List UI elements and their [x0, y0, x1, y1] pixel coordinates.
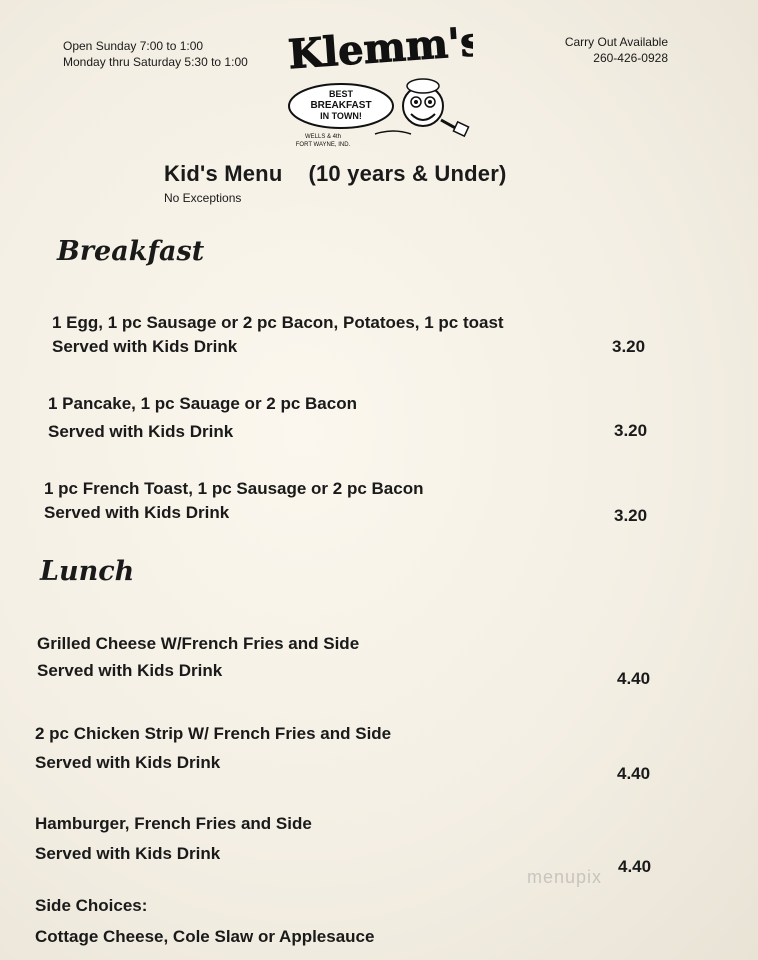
lunch-item-description: Hamburger, French Fries and Side [35, 814, 312, 833]
lunch-item-price: 4.40 [618, 857, 652, 876]
lunch-item-drink: Served with Kids Drink [35, 753, 221, 772]
lunch-heading: Lunch [40, 556, 135, 587]
menu-note: No Exceptions [164, 191, 242, 205]
lunch-item-description: 2 pc Chicken Strip W/ French Fries and Side [35, 724, 392, 743]
menu-age-limit: (10 years & Under) [308, 161, 507, 186]
breakfast-item-description: 1 pc French Toast, 1 pc Sausage or 2 pc Bacon [44, 479, 424, 498]
breakfast-item-description: 1 Pancake, 1 pc Sauage or 2 pc Bacon [48, 394, 357, 413]
breakfast-heading: Breakfast [57, 236, 205, 267]
breakfast-item-drink: Served with Kids Drink [44, 503, 230, 522]
chef-face-icon [403, 79, 469, 136]
logo-slogan-1: BEST [328, 89, 354, 99]
lunch-item-price: 4.40 [617, 764, 651, 783]
logo-slogan-3: IN TOWN! [320, 111, 362, 121]
carry-out-info [520, 34, 668, 66]
lunch-item-drink: Served with Kids Drink [35, 844, 221, 863]
breakfast-item [52, 311, 504, 359]
lunch-item-price: 4.40 [617, 669, 651, 688]
breakfast-item-drink: Served with Kids Drink [52, 337, 238, 356]
side-choices-label: Side Choices: [35, 896, 148, 915]
breakfast-item-price: 3.20 [614, 421, 648, 440]
side-choices [35, 894, 374, 949]
phone-number: 260-426-0928 [593, 51, 668, 65]
carry-out-label: Carry Out Available [564, 35, 668, 49]
restaurant-logo [283, 24, 473, 152]
breakfast-item-description: 1 Egg, 1 pc Sausage or 2 pc Bacon, Potatoes, 1 pc toast [52, 313, 504, 332]
breakfast-item-price: 3.20 [612, 337, 646, 356]
lunch-item-description: Grilled Cheese W/French Fries and Side [37, 634, 360, 653]
lunch-item [37, 632, 359, 683]
breakfast-item-price: 3.20 [614, 506, 648, 525]
logo-slogan-2: BREAKFAST [310, 100, 372, 111]
lunch-item-drink: Served with Kids Drink [37, 661, 223, 680]
lunch-item [35, 812, 312, 866]
watermark: menupix [527, 867, 603, 887]
menu-title [164, 161, 506, 187]
breakfast-item [44, 477, 423, 525]
side-choices-list: Cottage Cheese, Cole Slaw or Applesauce [35, 927, 375, 946]
breakfast-item-drink: Served with Kids Drink [48, 422, 234, 441]
menu-title-text: Kid's Menu [164, 161, 283, 186]
logo-location-1: WELLS & 4th [304, 134, 342, 140]
logo-location-2: FORT WAYNE, IND. [295, 142, 351, 148]
logo-name-text: Klemm's [286, 24, 473, 79]
hours-info [63, 38, 248, 70]
hours-weekdays: Monday thru Saturday 5:30 to 1:00 [63, 55, 248, 69]
breakfast-item [48, 392, 357, 444]
lunch-item [35, 722, 391, 775]
hours-sunday: Open Sunday 7:00 to 1:00 [63, 39, 204, 53]
